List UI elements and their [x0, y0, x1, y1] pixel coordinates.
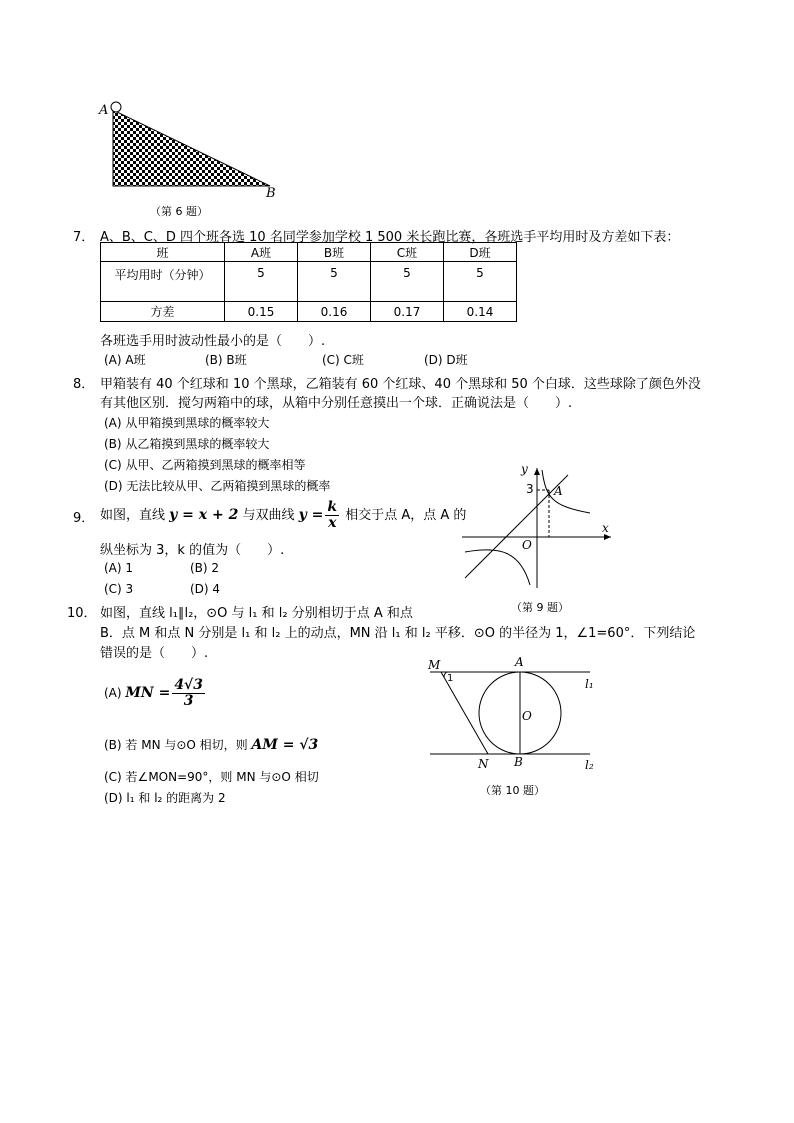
question-10-number: 10．: [67, 606, 97, 621]
figure-10-label-o: O: [522, 709, 532, 723]
hyperbola-lhs: y =: [298, 507, 324, 523]
table-cell: C班: [371, 243, 444, 262]
option-c: (C) 3: [104, 582, 134, 596]
option-c: (C) 若∠MON=90°，则 MN 与⊙O 相切: [104, 770, 319, 784]
option-b: (B) B班: [205, 353, 247, 367]
option-b-math: AM = √3: [251, 737, 319, 753]
table-cell: 0.14: [444, 302, 517, 322]
figure-10-label-n: N: [478, 757, 489, 771]
figure-10-label-a: A: [515, 655, 524, 669]
question-9-text-3: 相交于点 A，点 A 的: [345, 508, 467, 523]
table-cell: A班: [225, 243, 298, 262]
figure-10-label-b: B: [514, 755, 523, 769]
table-cell: 0.17: [371, 302, 444, 322]
figure-9-caption: （第 9 题）: [511, 601, 569, 614]
option-d: (D) D班: [424, 353, 468, 367]
option-d: (D) 无法比较从甲、乙两箱摸到黑球的概率: [104, 479, 331, 493]
question-9-text-1: 如图，直线: [100, 508, 166, 523]
table-row: [101, 302, 517, 322]
hyperbola-fraction: [325, 500, 339, 531]
figure-10-label-l2: l₂: [585, 758, 594, 772]
option-a: (A) 1: [104, 561, 134, 575]
table-cell: 5: [225, 262, 298, 302]
table-row: [101, 262, 517, 302]
hyperbola-denominator: x: [328, 515, 337, 531]
table-cell: 平均用时（分钟）: [101, 262, 225, 302]
option-d: (D) l₁ 和 l₂ 的距离为 2: [104, 791, 226, 805]
question-8-line-1: 甲箱装有 40 个红球和 10 个黑球，乙箱装有 60 个红球、40 个黑球和 50 个白球．这些球除了颜色外没: [100, 377, 701, 392]
option-c: (C) 从甲、乙两箱摸到黑球的概率相等: [104, 458, 306, 472]
option-b: [104, 736, 318, 753]
figure-6-label-b: B: [266, 186, 276, 201]
option-a-fraction: [172, 678, 205, 709]
figure-9-label-y: y: [521, 462, 528, 476]
question-7-stem: A、B、C、D 四个班各选 10 名同学参加学校 1 500 米长跑比赛，各班选手平均用时及方差如下表：: [100, 230, 680, 245]
figure-9-label-o: O: [522, 538, 532, 552]
option-b: (B) 2: [190, 561, 220, 575]
question-7-number: 7．: [73, 230, 95, 245]
hyperbola-numerator: k: [327, 499, 338, 515]
line-equation: y = x + 2: [169, 507, 239, 523]
variance-table: [100, 242, 517, 322]
figure-10-label-l1: l₁: [585, 677, 594, 691]
option-b-text: (B) 若 MN 与⊙O 相切，则: [104, 738, 248, 752]
figure-9-graph: [460, 460, 620, 590]
option-a: (A) A班: [104, 353, 146, 367]
figure-6-label-a: A: [99, 103, 109, 118]
question-10-line-2: B．点 M 和点 N 分别是 l₁ 和 l₂ 上的动点，MN 沿 l₁ 和 l₂ 平移．⊙O 的半径为 1，∠1=60°．下列结论: [100, 626, 696, 641]
question-8-line-2: 有其他区别．搅匀两箱中的球，从箱中分别任意摸出一个球．正确说法是（ ）.: [100, 396, 573, 411]
option-d: (D) 4: [190, 582, 221, 596]
option-a-lhs: MN =: [125, 685, 171, 701]
figure-10-label-m: M: [428, 658, 441, 672]
table-cell: D班: [444, 243, 517, 262]
table-cell: 班: [101, 243, 225, 262]
table-cell: B班: [298, 243, 371, 262]
table-cell: 5: [444, 262, 517, 302]
option-a: (A) 从甲箱摸到黑球的概率较大: [104, 416, 270, 430]
table-header-row: [101, 243, 517, 262]
figure-10-label-1: 1: [447, 673, 454, 684]
figure-9-label-a: A: [554, 484, 563, 498]
question-10-line-1: 如图，直线 l₁∥l₂，⊙O 与 l₁ 和 l₂ 分别相切于点 A 和点: [100, 606, 413, 621]
question-9-text-2: 与双曲线: [242, 508, 295, 523]
figure-10-caption: （第 10 题）: [480, 784, 545, 797]
table-cell: 0.15: [225, 302, 298, 322]
table-cell: 方差: [101, 302, 225, 322]
option-a: [104, 674, 207, 712]
figure-6-triangle: [100, 98, 280, 194]
question-7-prompt: 各班选手用时波动性最小的是（ ）.: [100, 334, 326, 349]
figure-6-caption: （第 6 题）: [150, 205, 208, 218]
table-cell: 0.16: [298, 302, 371, 322]
question-9-number: 9．: [73, 511, 95, 526]
option-c: (C) C班: [322, 353, 364, 367]
question-10-line-3: 错误的是（ ）.: [100, 646, 209, 661]
question-9-line-1: [100, 496, 466, 535]
table-cell: 5: [298, 262, 371, 302]
figure-9-label-x: x: [602, 521, 609, 535]
question-8-number: 8．: [73, 377, 95, 392]
option-b: (B) 从乙箱摸到黑球的概率较大: [104, 437, 270, 451]
option-a-denominator: 3: [183, 693, 194, 709]
option-a-numerator: 4√3: [174, 677, 203, 693]
question-9-line-2: 纵坐标为 3，k 的值为（ ）.: [100, 543, 285, 558]
option-a-label: (A): [104, 686, 122, 700]
figure-9-label-3: 3: [526, 482, 534, 496]
table-cell: 5: [371, 262, 444, 302]
